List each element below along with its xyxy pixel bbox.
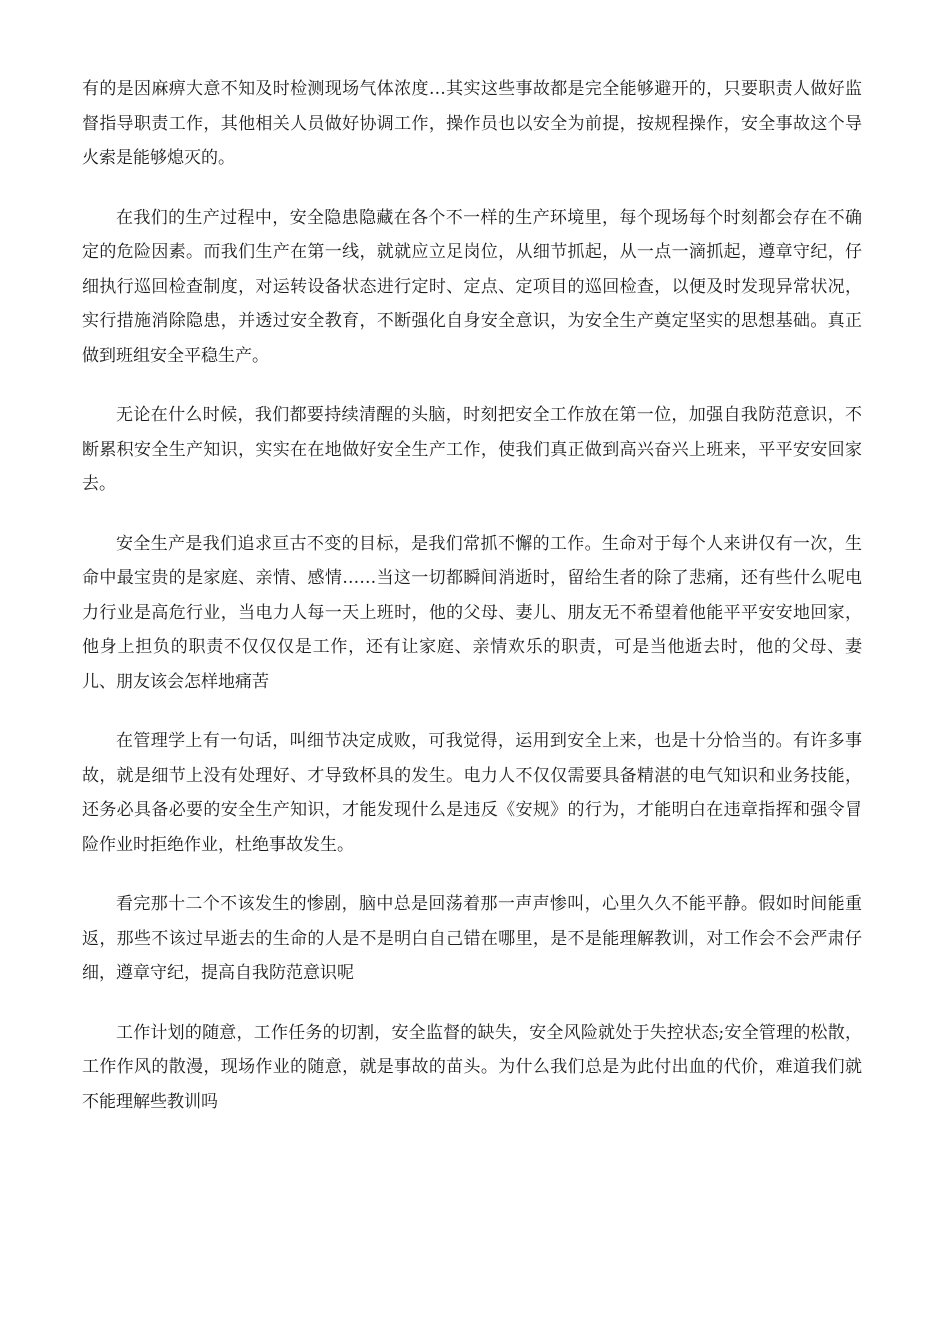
paragraph-5: 在管理学上有一句话，叫细节决定成败，可我觉得，运用到安全上来，也是十分恰当的。有许多事故，就是细节上没有处理好、才导致杯具的发生。电力人不仅仅需要具备精湛的电气知识和业务技能，还务必具备必要的安全生产知识，才能发现什么是违反《安规》的行为，才能明白在违章指挥和强令冒险作业时拒绝作业，杜绝事故发生。 [82, 731, 862, 855]
paragraph-1: 有的是因麻痹大意不知及时检测现场气体浓度…其实这些事故都是完全能够避开的，只要职责人做好监督指导职责工作，其他相关人员做好协调工作，操作员也以安全为前提，按规程操作，安全事故这个导火索是能够熄灭的。 [82, 79, 862, 168]
paragraph-7: 工作计划的随意，工作任务的切割，安全监督的缺失，安全风险就处于失控状态;安全管理的松散，工作作风的散漫，现场作业的随意，就是事故的苗头。为什么我们总是为此付出血的代价，难道我们就不能理解些教训吗 [82, 1022, 862, 1112]
paragraph-2: 在我们的生产过程中，安全隐患隐藏在各个不一样的生产环境里，每个现场每个时刻都会存在不确定的危险因素。而我们生产在第一线，就就应立足岗位，从细节抓起，从一点一滴抓起，遵章守纪，仔细执行巡回检查制度，对运转设备状态进行定时、定点、定项目的巡回检查，以便及时发现异常状况，实行措施消除隐患，并透过安全教育，不断强化自身安全意识，为安全生产奠定坚实的思想基础。真正做到班组安全平稳生产。 [82, 207, 862, 366]
paragraph-6: 看完那十二个不该发生的惨剧，脑中总是回荡着那一声声惨叫，心里久久不能平静。假如时间能重返，那些不该过早逝去的生命的人是不是明白自己错在哪里，是不是能理解教训，对工作会不会严肃仔细，遵章守纪，提高自我防范意识呢 [82, 894, 862, 983]
paragraph-4: 安全生产是我们追求亘古不变的目标，是我们常抓不懈的工作。生命对于每个人来讲仅有一次，生命中最宝贵的是家庭、亲情、感情……当这一切都瞬间消逝时，留给生者的除了悲痛，还有些什么呢电力行业是高危行业，当电力人每一天上班时，他的父母、妻儿、朋友无不希望着他能平平安安地回家，他身上担负的职责不仅仅仅是工作，还有让家庭、亲情欢乐的职责，可是当他逝去时，他的父母、妻儿、朋友该会怎样地痛苦 [82, 533, 862, 692]
paragraph-3: 无论在什么时候，我们都要持续清醒的头脑，时刻把安全工作放在第一位，加强自我防范意识，不断累积安全生产知识，实实在在地做好安全生产工作，使我们真正做到高兴奋兴上班来，平平安安回家去。 [82, 405, 862, 494]
document-page [82, 72, 862, 1144]
